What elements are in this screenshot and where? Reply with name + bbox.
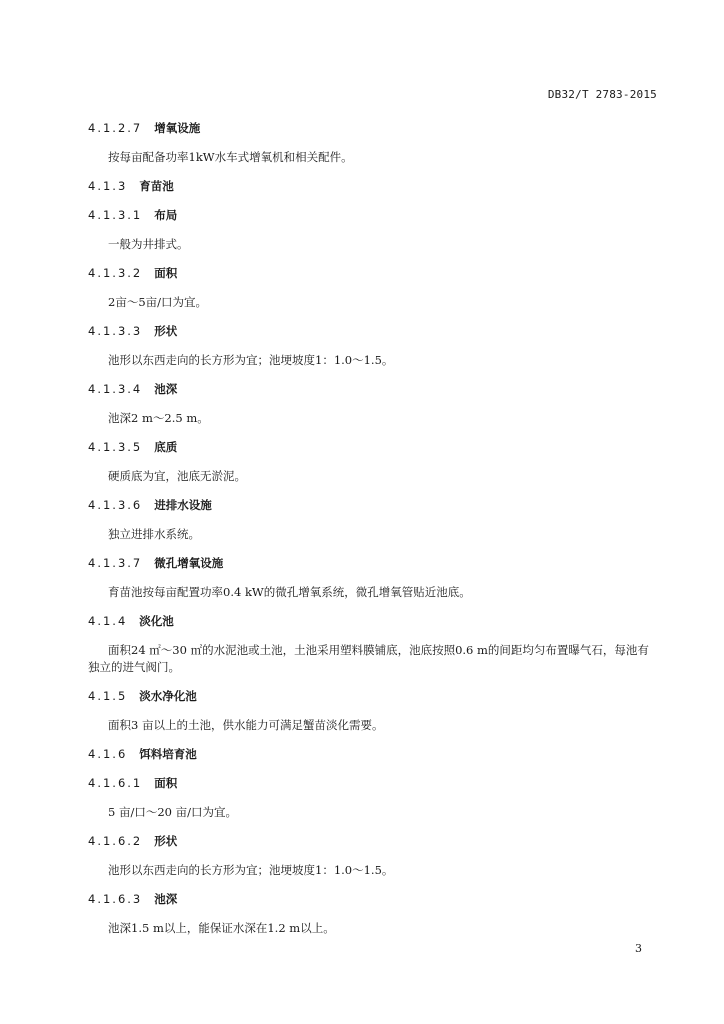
section-number: 4.1.2.7 [88,121,143,135]
section-number: 4.1.3.4 [88,382,143,396]
page-number: 3 [635,942,642,955]
section-title: 淡化池 [139,614,174,628]
paragraph: 2亩～5亩/口为宜。 [108,295,208,309]
paragraph: 面积24 ㎡～30 ㎡的水泥池或土池，土池采用塑料膜铺底，池底按照0.6 m的间距均匀布置曝气石，每池有独立的进气阀门。 [88,643,649,674]
section-heading [88,688,660,717]
section-title: 微孔增氧设施 [154,556,224,570]
paragraph: 5 亩/口～20 亩/口为宜。 [108,805,238,819]
section-title: 形状 [154,324,178,338]
section-heading [88,439,660,468]
section-number: 4.1.5 [88,689,128,703]
section-title: 饵料培育池 [139,747,197,761]
paragraph: 面积3 亩以上的土池，供水能力可满足蟹苗淡化需要。 [108,718,384,732]
section-number: 4.1.3 [88,179,128,193]
section-heading [88,265,660,294]
paragraph: 按每亩配备功率1kW水车式增氧机和相关配件。 [108,150,353,164]
paragraph: 池深1.5 m以上，能保证水深在1.2 m以上。 [108,921,335,935]
section-title: 布局 [154,208,178,222]
section-heading [88,178,660,207]
section-number: 4.1.6.1 [88,776,143,790]
section-number: 4.1.6.2 [88,834,143,848]
section-title: 淡水净化池 [139,689,197,703]
paragraph: 池形以东西走向的长方形为宜；池埂坡度1：1.0～1.5。 [108,353,394,367]
section-heading [88,207,660,236]
section-title: 池深 [154,892,178,906]
section-heading [88,381,660,410]
section-heading [88,775,660,804]
section-number: 4.1.3.6 [88,498,143,512]
section-title: 形状 [154,834,178,848]
section-heading [88,497,660,526]
section-number: 4.1.3.5 [88,440,143,454]
section-heading [88,746,660,775]
section-heading [88,120,660,149]
paragraph: 育苗池按每亩配置功率0.4 kW的微孔增氧系统，微孔增氧管贴近池底。 [108,585,471,599]
paragraph: 池深2 m～2.5 m。 [108,411,209,425]
section-title: 进排水设施 [154,498,212,512]
section-number: 4.1.3.1 [88,208,143,222]
section-number: 4.1.3.2 [88,266,143,280]
section-number: 4.1.4 [88,614,128,628]
section-title: 增氧设施 [154,121,201,135]
section-heading [88,613,660,642]
section-title: 池深 [154,382,178,396]
paragraph: 一般为井排式。 [108,237,189,251]
section-number: 4.1.6 [88,747,128,761]
document-body [88,120,660,949]
document-id: DB32/T 2783-2015 [547,88,657,101]
paragraph: 池形以东西走向的长方形为宜；池埂坡度1：1.0～1.5。 [108,863,394,877]
section-title: 底质 [154,440,178,454]
section-title: 面积 [154,776,178,790]
section-heading [88,891,660,920]
section-title: 面积 [154,266,178,280]
section-heading [88,833,660,862]
section-number: 4.1.3.7 [88,556,143,570]
section-number: 4.1.6.3 [88,892,143,906]
section-heading [88,323,660,352]
section-number: 4.1.3.3 [88,324,143,338]
section-heading [88,555,660,584]
section-title: 育苗池 [139,179,174,193]
paragraph: 硬质底为宜，池底无淤泥。 [108,469,246,483]
paragraph: 独立进排水系统。 [108,527,200,541]
